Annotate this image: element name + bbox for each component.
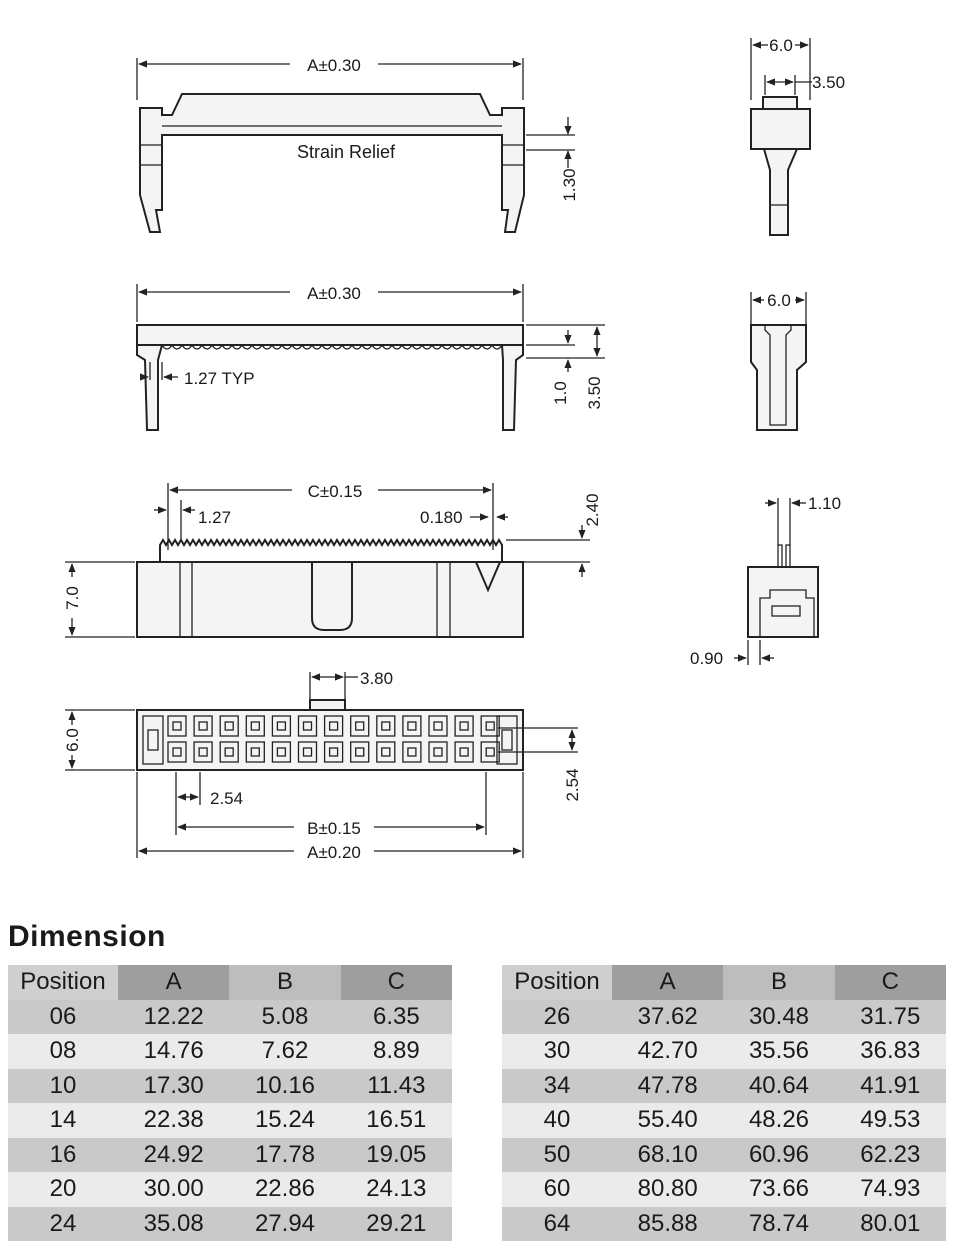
dim-350-mid: 3.50 — [585, 376, 604, 410]
header-b: B — [229, 965, 340, 1000]
header-c: C — [835, 965, 946, 1000]
side-view-pins — [690, 494, 841, 668]
cell-b: 15.24 — [229, 1103, 340, 1138]
cell-a: 30.00 — [118, 1172, 229, 1207]
table-row — [8, 1172, 452, 1207]
cell-b: 48.26 — [723, 1103, 834, 1138]
dim-a-030-mid: A±0.30 — [307, 284, 361, 303]
cell-b: 30.48 — [723, 1000, 834, 1035]
cell-a: 24.92 — [118, 1138, 229, 1173]
cell-a: 85.88 — [612, 1207, 723, 1242]
dim-090: 0.90 — [690, 649, 724, 668]
header-b: B — [723, 965, 834, 1000]
dim-254-row: 2.54 — [563, 768, 582, 802]
cell-a: 68.10 — [612, 1138, 723, 1173]
dim-b-015: B±0.15 — [307, 819, 361, 838]
table-row — [502, 1138, 946, 1173]
dim-0180: 0.180 — [420, 508, 463, 527]
header-mating-face-view — [63, 669, 582, 862]
cell-a: 37.62 — [612, 1000, 723, 1035]
cell-c: 62.23 — [835, 1138, 946, 1173]
strain-relief-label: Strain Relief — [296, 142, 396, 162]
table-row — [502, 1207, 946, 1242]
table-row — [502, 1103, 946, 1138]
dim-60-face: 6.0 — [63, 728, 82, 752]
cell-c: 41.91 — [835, 1069, 946, 1104]
header-a: A — [118, 965, 229, 1000]
cell-c: 6.35 — [341, 1000, 452, 1035]
cell-b: 22.86 — [229, 1172, 340, 1207]
table-header-row — [502, 965, 946, 1000]
cell-a: 80.80 — [612, 1172, 723, 1207]
cell-a: 47.78 — [612, 1069, 723, 1104]
side-view-strain-relief — [751, 36, 845, 235]
table-header-row — [8, 965, 452, 1000]
cell-c: 16.51 — [341, 1103, 452, 1138]
cell-b: 40.64 — [723, 1069, 834, 1104]
cell-a: 22.38 — [118, 1103, 229, 1138]
cell-position: 30 — [502, 1034, 612, 1069]
cell-position: 64 — [502, 1207, 612, 1242]
cell-position: 16 — [8, 1138, 118, 1173]
cell-c: 19.05 — [341, 1138, 452, 1173]
dim-240: 2.40 — [583, 493, 602, 527]
table-row — [8, 1103, 452, 1138]
cell-position: 26 — [502, 1000, 612, 1035]
dim-side-350-top: 3.50 — [812, 73, 846, 92]
table-row — [8, 1138, 452, 1173]
cell-position: 14 — [8, 1103, 118, 1138]
cell-b: 7.62 — [229, 1034, 340, 1069]
cell-c: 36.83 — [835, 1034, 946, 1069]
dim-380: 3.80 — [360, 669, 394, 688]
dim-127: 1.27 — [198, 508, 232, 527]
table-row — [502, 1000, 946, 1035]
header-front-view — [63, 482, 602, 637]
dim-127-typ: 1.27 TYP — [184, 369, 255, 388]
dim-side-60-top: 6.0 — [769, 36, 793, 55]
cell-c: 49.53 — [835, 1103, 946, 1138]
cell-b: 78.74 — [723, 1207, 834, 1242]
cell-c: 24.13 — [341, 1172, 452, 1207]
table-row — [502, 1069, 946, 1104]
cell-b: 17.78 — [229, 1138, 340, 1173]
cell-b: 35.56 — [723, 1034, 834, 1069]
cell-c: 29.21 — [341, 1207, 452, 1242]
table-row — [8, 1069, 452, 1104]
cell-position: 06 — [8, 1000, 118, 1035]
dim-254-pitch: 2.54 — [210, 789, 244, 808]
cell-a: 12.22 — [118, 1000, 229, 1035]
cell-b: 10.16 — [229, 1069, 340, 1104]
cell-position: 34 — [502, 1069, 612, 1104]
dim-side-60-mid: 6.0 — [767, 291, 791, 310]
table-row — [8, 1207, 452, 1242]
cell-position: 10 — [8, 1069, 118, 1104]
cell-b: 60.96 — [723, 1138, 834, 1173]
strain-relief-view — [137, 56, 579, 232]
cell-position: 08 — [8, 1034, 118, 1069]
table-row — [502, 1172, 946, 1207]
dim-110: 1.10 — [808, 494, 842, 513]
cell-c: 80.01 — [835, 1207, 946, 1242]
cell-a: 35.08 — [118, 1207, 229, 1242]
dimension-table-right — [502, 965, 946, 1241]
cell-position: 50 — [502, 1138, 612, 1173]
table-row — [8, 1000, 452, 1035]
cell-b: 5.08 — [229, 1000, 340, 1035]
table-row — [502, 1034, 946, 1069]
header-position: Position — [502, 965, 612, 1000]
dimension-title: Dimension — [8, 920, 166, 953]
dim-a-020: A±0.20 — [307, 843, 361, 862]
header-position: Position — [8, 965, 118, 1000]
cell-a: 55.40 — [612, 1103, 723, 1138]
table-row — [8, 1034, 452, 1069]
cell-c: 8.89 — [341, 1034, 452, 1069]
cell-position: 40 — [502, 1103, 612, 1138]
cell-position: 20 — [8, 1172, 118, 1207]
dim-c-015: C±0.15 — [307, 482, 363, 501]
header-top-view — [137, 284, 605, 430]
cell-a: 14.76 — [118, 1034, 229, 1069]
dim-70: 7.0 — [63, 586, 82, 610]
cell-b: 27.94 — [229, 1207, 340, 1242]
cell-c: 31.75 — [835, 1000, 946, 1035]
dimension-table-left — [8, 965, 452, 1241]
header-c: C — [341, 965, 452, 1000]
cell-b: 73.66 — [723, 1172, 834, 1207]
dim-a-030-top: A±0.30 — [307, 56, 361, 75]
cell-a: 42.70 — [612, 1034, 723, 1069]
cell-c: 74.93 — [835, 1172, 946, 1207]
cell-position: 24 — [8, 1207, 118, 1242]
header-a: A — [612, 965, 723, 1000]
cell-c: 11.43 — [341, 1069, 452, 1104]
cell-position: 60 — [502, 1172, 612, 1207]
side-view-header — [751, 291, 806, 430]
dim-10: 1.0 — [551, 381, 570, 405]
cell-a: 17.30 — [118, 1069, 229, 1104]
dim-130: 1.30 — [560, 168, 579, 202]
